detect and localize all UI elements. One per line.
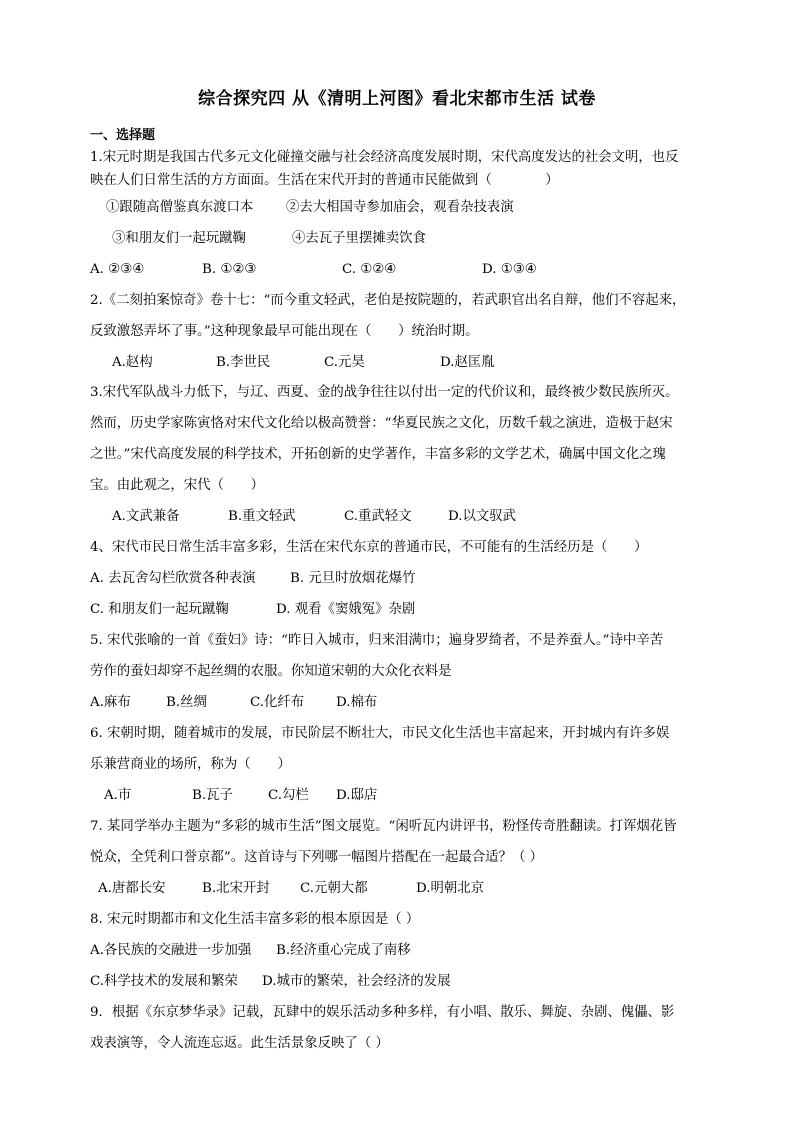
q1-option-b: B. ①②③ <box>202 262 257 277</box>
q6-option-d: D.邸店 <box>336 788 378 803</box>
q5-option-d: D.棉布 <box>336 695 378 710</box>
q2-line-2: 反致激怒弄坏了事。”这种现象最早可能出现在（ ）统治时期。 <box>90 324 479 339</box>
section-heading: 一、选择题 <box>90 128 156 143</box>
q5-line-2: 劳作的蚕妇却穿不起丝绸的农服。你知道宋朝的大众化衣料是 <box>90 664 452 679</box>
q5-line-1: 5. 宋代张喻的一首《蚕妇》诗：“昨日入城市，归来泪满巾；遍身罗绮者，不是养蚕人。”诗中辛苦 <box>90 633 664 648</box>
q8-option-a: A.各民族的交融进一步加强 <box>90 943 252 958</box>
q4-option-d: D. 观看《窦娥冤》杂剧 <box>276 602 416 617</box>
q4-option-a: A. 去瓦舍勾栏欣赏各种表演 <box>90 571 256 586</box>
q2-option-a: A.赵构 <box>112 355 153 370</box>
q6-line-1: 6. 宋朝时期，随着城市的发展，市民阶层不断壮大，市民文化生活也丰富起来，开封城内有许多娱 <box>90 726 670 741</box>
page-title: 综合探究四 从《清明上河图》看北宋都市生活 试卷 <box>198 89 596 109</box>
q6-line-2: 乐兼营商业的场所，称为（ ） <box>90 757 291 772</box>
q3-line-1: 3.宋代军队战斗力低下，与辽、西夏、金的战争往往以付出一定的代价议和，最终被少数民族所灭。 <box>90 385 679 400</box>
q1-option-d: D. ①③④ <box>482 262 537 277</box>
q5-option-c: C.化纤布 <box>250 695 305 710</box>
q4-option-b: B. 元旦时放烟花爆竹 <box>290 571 416 586</box>
q1-option-c: C. ①②④ <box>342 262 397 277</box>
q1-line-1: 1.宋元时期是我国古代多元文化碰撞交融与社会经济高度发展时期，宋代高度发达的社会文明，也反 <box>90 150 679 165</box>
q6-option-c: C.勾栏 <box>268 788 309 803</box>
q7-line-1: 7. 某同学举办主题为“多彩的城市生活”图文展览。“闲听瓦内讲评书，粉怪传奇胜翻读。打诨烟花皆 <box>90 819 677 834</box>
q3-line-3: 之世。”宋代高度发展的科学技术，开拓创新的史学著作，丰富多彩的文学艺术，确属中国文化之瑰 <box>90 447 666 462</box>
q3-option-b: B.重文轻武 <box>228 509 296 524</box>
q7-option-b: B.北宋开封 <box>202 881 270 896</box>
q7-option-c: C.元朝大都 <box>300 881 368 896</box>
q7-option-a: A.唐都长安 <box>98 881 166 896</box>
q6-option-a: A.市 <box>104 788 132 803</box>
q4-line-1: 4、宋代市民日常生活丰富多彩，生活在宋代东京的普通市民，不可能有的生活经历是（ ） <box>90 540 648 555</box>
q1-item-2: ②去大相国寺参加庙会，观看杂技表演 <box>286 200 514 215</box>
q5-option-b: B.丝绸 <box>166 695 207 710</box>
q1-option-a: A. ②③④ <box>90 262 145 277</box>
q8-option-d: D.城市的繁荣，社会经济的发展 <box>262 974 451 989</box>
q3-line-4: 宝。由此观之，宋代（ ） <box>90 478 265 493</box>
q6-option-b: B.瓦子 <box>192 788 233 803</box>
q4-option-c: C. 和朋友们一起玩蹴鞠 <box>90 602 229 617</box>
q2-option-d: D.赵匡胤 <box>440 355 495 370</box>
q1-item-4: ④去瓦子里摆摊卖饮食 <box>292 231 426 246</box>
q3-option-a: A.文武兼备 <box>112 509 180 524</box>
q2-line-1: 2.《二刻拍案惊奇》卷十七：“而今重文轻武，老伯是按院题的，若武职官出名自辩，他们不容起来， <box>90 293 686 308</box>
q9-line-1: 9．根据《东京梦华录》记载，瓦肆中的娱乐活动多种多样，有小唱、散乐、舞旋、杂剧、傀儡、影 <box>90 1005 675 1020</box>
q2-option-b: B.李世民 <box>216 355 271 370</box>
q1-item-3: ③和朋友们一起玩蹴鞠 <box>112 231 246 246</box>
q2-option-c: C.元昊 <box>324 355 365 370</box>
q3-option-d: D.以文驭武 <box>448 509 517 524</box>
q5-option-a: A.麻布 <box>90 695 131 710</box>
q7-line-2: 悦众，全凭利口誉京都”。这首诗与下列哪一幅图片搭配在一起最合适？（ ） <box>90 850 543 865</box>
q1-line-2: 映在人们日常生活的方方面面。生活在宋代开封的普通市民能做到（ ） <box>90 173 559 188</box>
q3-option-c: C.重武轻文 <box>344 509 412 524</box>
q3-line-2: 然而，历史学家陈寅恪对宋代文化给以极高赞誉：“华夏民族之文化，历数千载之演进，造极于赵宋 <box>90 416 673 431</box>
q1-item-1: ①跟随高僧鉴真东渡口本 <box>106 200 254 215</box>
q7-option-d: D.明朝北京 <box>416 881 485 896</box>
q9-line-2: 戏表演等，令人流连忘返。此生活景象反映了（ ） <box>90 1036 389 1051</box>
q8-option-c: C.科学技术的发展和繁荣 <box>90 974 238 989</box>
q8-option-b: B.经济重心完成了南移 <box>276 943 411 958</box>
q8-line-1: 8. 宋元时期都市和文化生活丰富多彩的根本原因是（ ） <box>90 912 420 927</box>
